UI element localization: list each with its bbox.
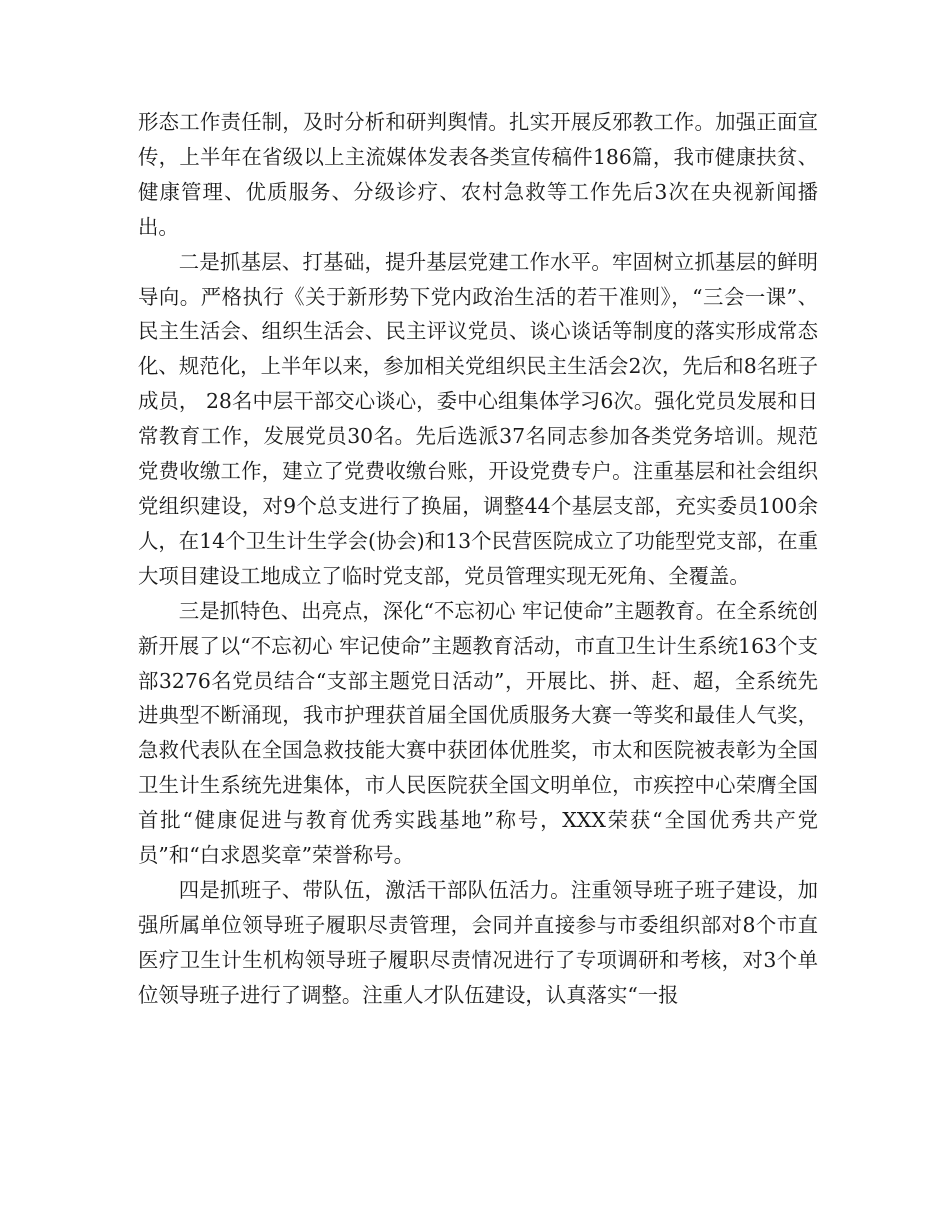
paragraph-4: 四是抓班子、带队伍，激活干部队伍活力。注重领导班子班子建设，加强所属单位领导班子履职尽责管理，会同并直接参与市委组织部对8个市直医疗卫生计生机构领导班子履职尽责情况进行了专项调研和考核，对3个单位领导班子进行了调整。注重人才队伍建设，认真落实“一报 bbox=[138, 877, 818, 1007]
paragraph-2: 二是抓基层、打基础，提升基层党建工作水平。牢固树立抓基层的鲜明导向。严格执行《关于新形势下党内政治生活的若干准则》，“三会一课”、民主生活会、组织生活会、民主评议党员、谈心谈话等制度的落实形成常态化、规范化，上半年以来，参加相关党组织民主生活会2次，先后和8名班子成员， 28名中层干部交心谈心，委中心组集体学习6次。强化党员发展和日常教育工作，发展党员30名。先后选派37名同志参加各类党务培训。规范党费收缴工作，建立了党费收缴台账，开设党费专户。注重基层和社会组织党组织建设，对9个总支进行了换届，调整44个基层支部，充实委员100余人，在14个卫生计生学会(协会)和13个民营医院成立了功能型党支部，在重大项目建设工地成立了临时党支部，党员管理实现无死角、全覆盖。 bbox=[138, 249, 818, 588]
paragraph-3: 三是抓特色、出亮点，深化“不忘初心 牢记使命”主题教育。在全系统创新开展了以“不忘初心 牢记使命”主题教育活动，市直卫生计生系统163个支部3276名党员结合“支部主题党日活动”，开展比、拼、赶、超，全系统先进典型不断涌现，我市护理获首届全国优质服务大赛一等奖和最佳人气奖，急救代表队在全国急救技能大赛中获团体优胜奖，市太和医院被表彰为全国卫生计生系统先进集体，市人民医院获全国文明单位，市疾控中心荣膺全国首批“健康促进与教育优秀实践基地”称号，XXX荣获“全国优秀共产党员”和“白求恩奖章”荣誉称号。 bbox=[138, 598, 818, 868]
paragraph-1: 形态工作责任制，及时分析和研判舆情。扎实开展反邪教工作。加强正面宣传，上半年在省级以上主流媒体发表各类宣传稿件186篇，我市健康扶贫、健康管理、优质服务、分级诊疗、农村急救等工作先后3次在央视新闻播出。 bbox=[138, 110, 818, 239]
document-body bbox=[138, 105, 818, 1013]
